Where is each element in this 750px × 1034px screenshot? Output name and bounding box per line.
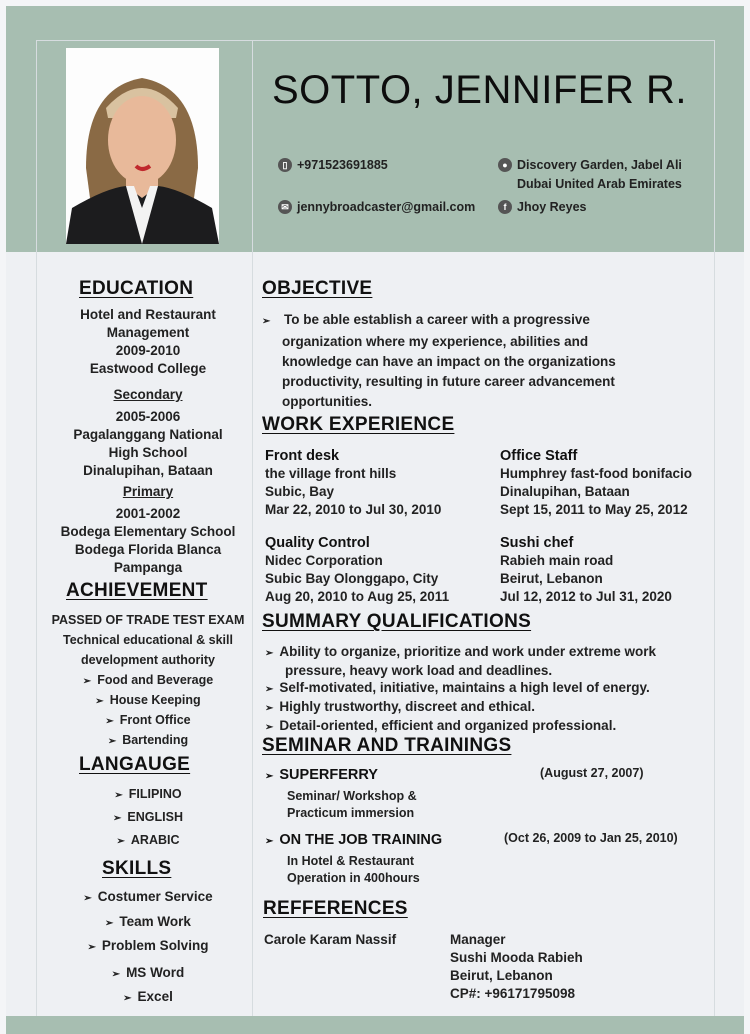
arrow-bullet-icon: ➢ [95,696,104,707]
summary-title: SUMMARY QUALIFICATIONS [262,611,532,632]
summary-item-text: Highly trustworthy, discreet and ethical. [279,699,535,714]
frame-line-top [36,40,715,41]
arrow-bullet-icon: ➢ [111,969,121,980]
achievement-item [50,712,246,730]
job-entry [265,447,441,519]
language-item [50,809,246,827]
achievement-block [50,612,246,750]
contact-email[interactable] [278,200,475,214]
achievement-item [50,672,246,690]
job-entry [265,534,449,606]
arrow-bullet-icon: ➢ [113,813,122,824]
contact-facebook[interactable] [498,200,586,214]
arrow-bullet-icon: ➢ [262,316,271,327]
objective-text [262,310,702,412]
job-company: Nidec Corporation [265,553,383,568]
secondary-line: 2005-2006 [115,409,181,424]
language-label: ARABIC [130,833,180,847]
job-role: Sushi chef [500,535,574,551]
address-line1: Discovery Garden, Jabel Ali [517,158,682,172]
seminar-name: SUPERFERRY [279,767,378,783]
language-list [50,786,246,850]
address-line2: Dubai United Arab Emirates [517,177,682,191]
arrow-bullet-icon: ➢ [265,771,274,782]
skill-item [50,988,246,1008]
arrow-bullet-icon: ➢ [123,993,132,1004]
college-line: 2009-2010 [115,343,181,358]
secondary-line: Pagalanggang National [73,427,223,442]
job-dates: Mar 22, 2010 to Jul 30, 2010 [265,502,442,517]
arrow-bullet-icon: ➢ [265,648,274,659]
arrow-bullet-icon: ➢ [105,918,114,929]
seminar-desc: Practicum immersion [287,806,415,820]
education-title: EDUCATION [79,278,194,299]
contact-address-2 [517,177,682,191]
reference-line: Beirut, Lebanon [450,968,553,983]
summary-item [265,643,656,662]
primary-line: Bodega Florida Blanca [74,542,222,557]
phone-icon: ▯ [278,158,292,172]
education-primary [50,505,246,577]
skill-label: MS Word [126,965,185,980]
language-title: LANGAUGE [79,754,191,775]
language-item [50,786,246,804]
skill-item [50,913,246,933]
frame-line-left [36,40,37,1016]
reference-line: CP#: +96171795098 [450,986,575,1001]
reference-line: Manager [450,932,506,947]
job-entry [500,534,672,606]
seminars-title: SEMINAR AND TRAININGS [262,735,512,756]
objective-line: opportunities. [282,394,372,409]
job-place: Beirut, Lebanon [500,571,603,586]
arrow-bullet-icon: ➢ [116,836,125,847]
objective-title: OBJECTIVE [262,278,373,299]
seminar-desc: Operation in 400hours [287,871,420,885]
email-text: jennybroadcaster@gmail.com [297,200,476,214]
job-place: Subic Bay Olonggapo, City [265,571,439,586]
skills-list [50,888,246,1008]
secondary-line: Dinalupihan, Bataan [83,463,213,478]
footer-band [6,1016,744,1034]
facebook-text: Jhoy Reyes [517,200,587,214]
arrow-bullet-icon: ➢ [114,790,123,801]
secondary-label: Secondary [113,387,183,402]
job-place: Subic, Bay [265,484,335,499]
arrow-bullet-icon: ➢ [265,684,274,695]
seminar-name-row [265,831,442,851]
primary-line: 2001-2002 [115,506,181,521]
achievement-item-label: Bartending [122,733,189,747]
phone-text: +971523691885 [297,158,388,172]
references-title: REFFERENCES [263,898,408,919]
seminar-date: (Oct 26, 2009 to Jan 25, 2010) [504,831,678,845]
education-college [50,306,246,378]
seminar-desc: Seminar/ Workshop & [287,789,417,803]
skill-label: Problem Solving [101,938,209,953]
education-secondary [50,408,246,480]
resume-page [6,6,744,1022]
arrow-bullet-icon: ➢ [265,836,274,847]
facebook-icon: f [498,200,512,214]
job-dates: Jul 12, 2012 to Jul 31, 2020 [500,589,672,604]
skill-label: Team Work [119,914,191,929]
objective-line-text: To be able establish a career with a progressive [284,312,590,327]
job-company: the village front hills [265,466,397,481]
arrow-bullet-icon: ➢ [83,893,92,904]
job-dates: Sept 15, 2011 to May 25, 2012 [500,502,688,517]
contact-address [498,158,682,172]
secondary-line: High School [108,445,188,460]
profile-photo [66,48,219,244]
achievement-line: development authority [80,653,216,667]
seminar-entry [265,766,417,822]
achievement-line: PASSED OF TRADE TEST EXAM [51,613,245,627]
summary-item-cont: pressure, heavy work load and deadlines. [285,663,553,678]
summary-item [265,679,656,698]
skill-item [50,937,246,957]
achievement-item [50,692,246,710]
skill-item [50,964,246,984]
achievement-item-label: Food and Beverage [97,673,214,687]
summary-list [265,643,656,736]
skill-label: Excel [137,989,173,1004]
skills-title: SKILLS [102,858,172,879]
arrow-bullet-icon: ➢ [87,942,96,953]
seminar-entry [265,831,442,887]
primary-line: Bodega Elementary School [60,524,236,539]
language-item [50,832,246,850]
summary-item-text: Self-motivated, initiative, maintains a high level of energy. [279,680,650,695]
candidate-name: SOTTO, JENNIFER R. [272,68,687,112]
summary-item [265,717,656,736]
seminar-name: ON THE JOB TRAINING [279,832,443,848]
arrow-bullet-icon: ➢ [265,722,274,733]
reference-name: Carole Karam Nassif [264,932,397,947]
job-role: Office Staff [500,448,578,464]
reference-line: Sushi Mooda Rabieh [450,950,583,965]
job-place: Dinalupihan, Bataan [500,484,630,499]
achievement-title: ACHIEVEMENT [66,580,208,601]
primary-label: Primary [122,484,174,499]
objective-line: knowledge can have an impact on the organizations [282,354,616,369]
language-label: FILIPINO [128,787,182,801]
job-company: Humphrey fast-food bonifacio [500,466,692,481]
seminar-date: (August 27, 2007) [540,766,644,780]
objective-line: productivity, resulting in future career advancement [282,374,615,389]
arrow-bullet-icon: ➢ [107,736,117,747]
arrow-bullet-icon: ➢ [82,676,92,687]
achievement-item-label: Front Office [119,713,191,727]
achievement-line: Technical educational & skill [63,633,233,647]
job-role: Quality Control [265,535,370,551]
achievement-item [50,732,246,750]
seminar-desc: In Hotel & Restaurant [287,854,415,868]
arrow-bullet-icon: ➢ [105,716,114,727]
objective-line [262,310,702,332]
summary-item-text: Detail-oriented, efficient and organized professional. [279,718,617,733]
reference-details [450,931,583,1003]
job-company: Rabieh main road [500,553,614,568]
frame-line-divider [252,40,253,1016]
job-entry [500,447,692,519]
college-line: Eastwood College [89,361,207,376]
summary-item-text: Ability to organize, prioritize and work under extreme work [279,644,656,659]
email-icon: ✉ [278,200,292,214]
job-dates: Aug 20, 2010 to Aug 25, 2011 [265,589,450,604]
contact-phone [278,158,388,172]
language-label: ENGLISH [127,810,183,824]
frame-line-right [714,40,715,1016]
location-icon: ● [498,158,512,172]
job-role: Front desk [265,448,340,464]
skill-item [50,888,246,908]
primary-line: Pampanga [113,560,183,575]
objective-line: organization where my experience, abilities and [282,334,589,349]
skill-label: Costumer Service [97,889,213,904]
achievement-item-label: House Keeping [109,693,201,707]
arrow-bullet-icon: ➢ [265,703,274,714]
summary-item [265,698,656,717]
seminar-name-row [265,766,417,786]
college-line: Management [106,325,190,340]
college-line: Hotel and Restaurant [80,307,216,322]
work-title: WORK EXPERIENCE [262,414,455,435]
